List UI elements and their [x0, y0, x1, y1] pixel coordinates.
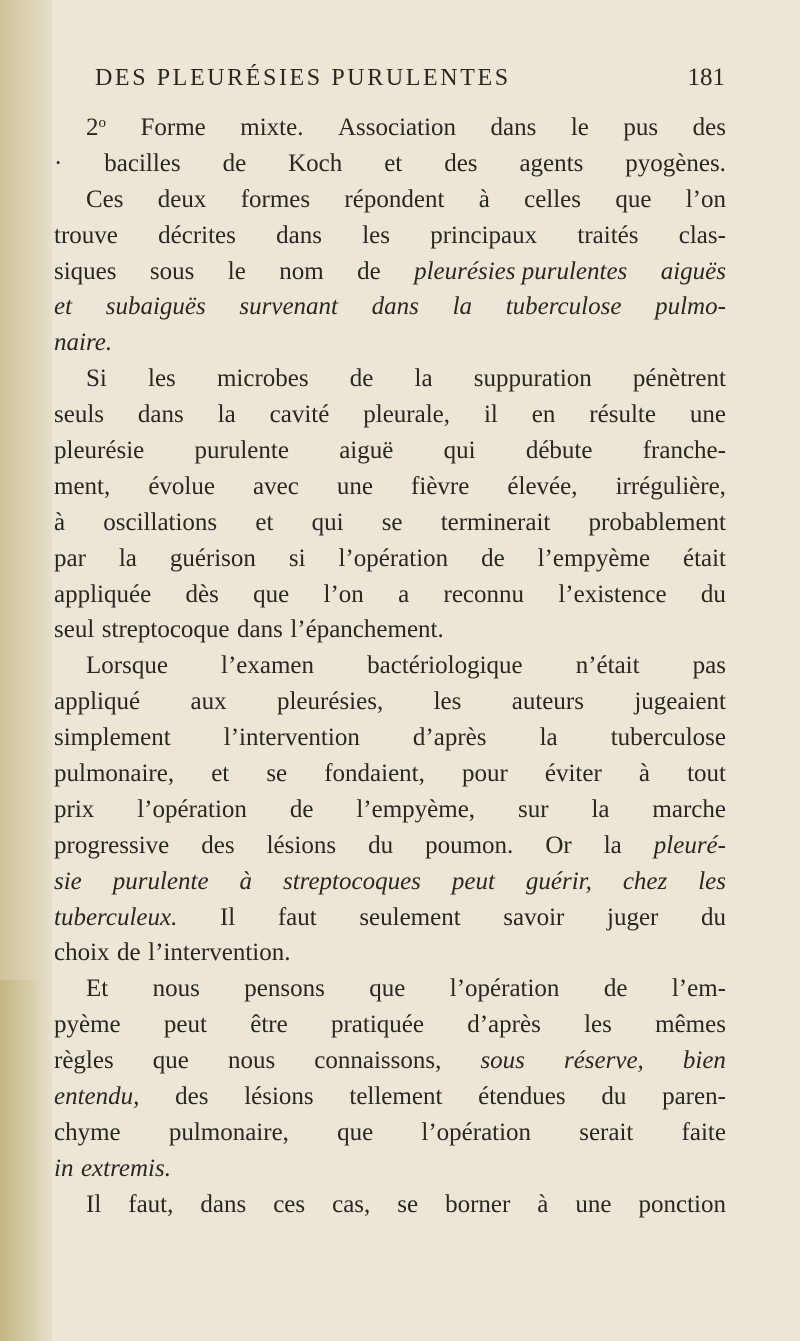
word: sur — [517, 795, 549, 823]
word: l’opération — [421, 1118, 532, 1146]
word: élevée, — [507, 472, 578, 500]
word: l’intervention. — [148, 939, 291, 967]
word: mêmes — [655, 1011, 726, 1039]
word: du — [700, 903, 726, 931]
text-line — [54, 828, 726, 864]
word: une — [575, 1190, 612, 1218]
word: pulmonaire, — [168, 1118, 289, 1146]
word: pensons — [244, 975, 325, 1003]
word: de — [357, 257, 381, 285]
word: agents — [519, 149, 584, 177]
word: à — [638, 760, 650, 788]
word: de — [222, 149, 247, 177]
body-text — [54, 110, 726, 1223]
word: la — [217, 401, 236, 429]
word: tellement — [349, 1083, 443, 1111]
text-line — [54, 1115, 726, 1151]
word: à — [54, 508, 66, 536]
word: cavité — [269, 401, 330, 429]
word: paren- — [662, 1083, 726, 1111]
word: ces — [273, 1190, 306, 1218]
word: seuls — [54, 401, 104, 429]
word: à — [537, 1190, 549, 1218]
word: la — [603, 831, 622, 859]
word: probablement — [588, 508, 726, 536]
word: appliquée — [54, 580, 152, 608]
word: juger — [607, 903, 659, 931]
word: du — [700, 580, 726, 608]
word: que — [152, 1047, 189, 1075]
word: de — [481, 544, 505, 572]
word: subaiguës — [105, 293, 206, 321]
word: de — [349, 365, 374, 393]
word: peut — [451, 867, 495, 895]
word: entendu, — [54, 1083, 140, 1111]
word: microbes — [216, 365, 309, 393]
word: que — [369, 975, 406, 1003]
word: tuberculose — [505, 293, 622, 321]
word: faut — [277, 903, 317, 931]
text-line — [54, 505, 726, 541]
word: simplement — [54, 724, 171, 752]
word: être — [250, 1011, 288, 1039]
word: d’après — [467, 1011, 541, 1039]
word: l’intervention — [223, 724, 360, 752]
word: pleuré- — [653, 831, 726, 859]
word: mixte. — [240, 114, 304, 141]
word: l’existence — [558, 580, 667, 608]
word: aiguë — [339, 437, 394, 465]
word: débute — [525, 437, 593, 465]
word: Forme — [140, 114, 206, 141]
word: était — [682, 544, 726, 572]
word: la — [452, 293, 473, 321]
word: tuberculose — [610, 724, 726, 752]
word: formes — [240, 185, 311, 213]
word: naire. — [54, 329, 113, 357]
word: a — [398, 580, 410, 608]
word: Il — [219, 903, 236, 931]
word: et — [211, 760, 230, 788]
text-line — [54, 469, 726, 505]
word: poumon. — [425, 831, 514, 859]
word: les — [362, 221, 390, 249]
text-line — [54, 792, 726, 828]
word: pénètrent — [632, 365, 726, 393]
word: Or — [545, 831, 572, 859]
word: bien — [682, 1047, 726, 1075]
text-line — [54, 218, 726, 254]
word: des — [444, 149, 478, 177]
word: chez — [622, 867, 668, 895]
word: faite — [681, 1118, 726, 1146]
word: savoir — [503, 903, 565, 931]
word: faut, — [128, 1190, 174, 1218]
text-line — [54, 900, 726, 936]
word: · — [54, 149, 63, 177]
word: du — [368, 831, 394, 859]
word: le — [227, 257, 246, 285]
word: les — [148, 365, 176, 393]
word: serait — [579, 1118, 634, 1146]
word: que — [253, 580, 290, 608]
text-line — [54, 541, 726, 577]
word: nom — [279, 257, 324, 285]
ordinal-superscript: o — [98, 115, 106, 131]
word: Il — [86, 1190, 102, 1218]
word: Koch — [288, 149, 343, 177]
word: tuberculeux. — [54, 903, 178, 931]
text-line — [54, 433, 726, 469]
text-line — [54, 1007, 726, 1043]
word: oscillations — [103, 508, 218, 536]
text-line — [54, 182, 726, 218]
word: purulente — [194, 437, 289, 465]
word: la — [414, 365, 433, 393]
text-line — [54, 1151, 726, 1187]
word: décrites — [158, 221, 236, 249]
word: deux — [157, 185, 207, 213]
text-line — [54, 648, 726, 684]
word: dans — [371, 293, 419, 321]
word: auteurs — [511, 688, 584, 716]
word: nous — [152, 975, 200, 1003]
word: survenant — [239, 293, 338, 321]
word: dans — [490, 114, 537, 141]
text-line — [54, 971, 726, 1007]
running-title: DES PLEURÉSIES PURULENTES — [95, 65, 511, 91]
word: l’épanchement. — [290, 616, 444, 644]
word: aiguës — [660, 257, 726, 285]
word: une — [689, 401, 726, 429]
word: pyogènes. — [625, 149, 726, 177]
word: une — [336, 472, 373, 500]
word: le — [570, 114, 589, 141]
word: cas, — [332, 1190, 371, 1218]
text-line — [54, 146, 726, 182]
word: se — [381, 508, 403, 536]
word: de — [603, 975, 628, 1003]
word: clas- — [678, 221, 726, 249]
text-line — [54, 577, 726, 613]
word: sie — [54, 867, 82, 895]
word: pyème — [54, 1011, 121, 1039]
word: l’opération — [338, 544, 449, 572]
word: que — [615, 185, 652, 213]
page-number: 181 — [687, 64, 725, 91]
word: les — [433, 688, 462, 716]
word: l’examen — [221, 652, 315, 680]
word: purulente — [112, 867, 209, 895]
word: pleurésie — [54, 437, 145, 465]
word: guérison — [169, 544, 256, 572]
page-gutter-stain — [0, 980, 40, 1341]
word: 2 — [86, 114, 99, 141]
word: répondent — [344, 185, 445, 213]
word: jugeaient — [634, 688, 726, 716]
word: Et — [86, 975, 109, 1003]
word: l’empyème, — [356, 795, 476, 823]
word: l’on — [685, 185, 726, 213]
word: l’empyème — [537, 544, 651, 572]
word: pour — [461, 760, 508, 788]
word: extremis. — [80, 1154, 171, 1182]
word: du — [601, 1083, 627, 1111]
word: lésions — [244, 1083, 314, 1111]
word: l’em- — [671, 975, 726, 1003]
word: principaux — [430, 221, 538, 249]
word: franche- — [642, 437, 726, 465]
word: marche — [652, 795, 726, 823]
word: et — [54, 293, 73, 321]
word: se — [266, 760, 288, 788]
word: progressive — [54, 831, 170, 859]
word: fièvre — [411, 472, 470, 500]
text-line — [54, 361, 726, 397]
text-line — [54, 612, 726, 648]
word: appliqué — [54, 688, 141, 716]
word: sous — [480, 1047, 525, 1075]
word: Lorsque — [86, 652, 168, 680]
word: des — [175, 1083, 209, 1111]
word: résulte — [589, 401, 656, 429]
text-line — [54, 756, 726, 792]
word: sous — [149, 257, 195, 285]
word: pulmonaire, — [54, 760, 175, 788]
word: règles — [54, 1047, 114, 1075]
word: siques — [54, 257, 117, 285]
word: bactériologique — [367, 652, 523, 680]
text-line — [54, 684, 726, 720]
word: dans — [200, 1190, 247, 1218]
word: qui — [311, 508, 344, 536]
word: terminerait — [440, 508, 551, 536]
word: que — [337, 1118, 374, 1146]
text-line — [54, 720, 726, 756]
word: choix — [54, 939, 110, 967]
word: et — [384, 149, 403, 177]
word: l’opération — [137, 795, 247, 823]
word: d’après — [412, 724, 487, 752]
word: pleurésies purulentes — [414, 257, 628, 285]
section-number — [86, 110, 106, 146]
text-line — [54, 289, 726, 325]
word: streptocoque — [101, 616, 230, 644]
word: Association — [337, 114, 457, 141]
word: des — [692, 114, 726, 141]
word: à — [478, 185, 490, 213]
word: la — [118, 544, 137, 572]
text-line — [54, 1043, 726, 1079]
word: tout — [687, 760, 726, 788]
word: l’on — [323, 580, 364, 608]
word: si — [288, 544, 306, 572]
word: lésions — [266, 831, 337, 859]
word: guérir, — [525, 867, 592, 895]
word: réserve, — [563, 1047, 644, 1075]
word: streptocoques — [282, 867, 421, 895]
word: l’opération — [449, 975, 560, 1003]
word: pleurésies, — [276, 688, 384, 716]
word: Si — [86, 365, 107, 393]
word: nous — [227, 1047, 276, 1075]
word: irrégulière, — [615, 472, 726, 500]
word: fondaient, — [324, 760, 425, 788]
word: dès — [185, 580, 219, 608]
word: suppuration — [473, 365, 592, 393]
word: connaissons, — [314, 1047, 442, 1075]
word: à — [239, 867, 253, 895]
word: qui — [443, 437, 476, 465]
word: dans — [137, 401, 184, 429]
word: pleurale, — [363, 401, 451, 429]
word: ment, — [54, 472, 111, 500]
word: étendues — [478, 1083, 566, 1111]
word: par — [54, 544, 86, 572]
word: en — [531, 401, 556, 429]
word: pas — [692, 652, 726, 680]
word: aux — [190, 688, 227, 716]
word: Ces — [86, 185, 124, 213]
word: trouve — [54, 221, 118, 249]
text-line — [54, 254, 726, 290]
word: les — [584, 1011, 612, 1039]
word: les — [698, 867, 726, 895]
word: prix — [54, 795, 95, 823]
word: il — [483, 401, 498, 429]
text-line — [54, 1187, 726, 1223]
word: seulement — [359, 903, 461, 931]
text-line — [54, 397, 726, 433]
word: dans — [237, 616, 283, 644]
word: de — [289, 795, 314, 823]
text-line — [54, 325, 726, 361]
word: et — [255, 508, 274, 536]
word: traités — [577, 221, 639, 249]
word: borner — [445, 1190, 511, 1218]
word: celles — [524, 185, 582, 213]
text-line — [54, 1079, 726, 1115]
word: n’était — [575, 652, 640, 680]
word: bacilles — [104, 149, 181, 177]
word: ponction — [638, 1190, 726, 1218]
word: avec — [253, 472, 299, 500]
word: reconnu — [443, 580, 525, 608]
word: chyme — [54, 1118, 121, 1146]
word: pratiquée — [330, 1011, 424, 1039]
word: évolue — [148, 472, 215, 500]
word: dans — [276, 221, 322, 249]
word: pus — [623, 114, 659, 141]
word: des — [201, 831, 235, 859]
text-line — [54, 864, 726, 900]
word: de — [117, 939, 141, 967]
text-line — [54, 110, 726, 146]
page-header — [95, 58, 725, 98]
word: la — [539, 724, 558, 752]
word: peut — [163, 1011, 207, 1039]
word: in — [54, 1154, 74, 1182]
text-line — [54, 935, 726, 971]
word: se — [397, 1190, 419, 1218]
word: seul — [54, 616, 95, 644]
word: éviter — [544, 760, 602, 788]
word: la — [591, 795, 610, 823]
word: pulmo- — [655, 293, 726, 321]
